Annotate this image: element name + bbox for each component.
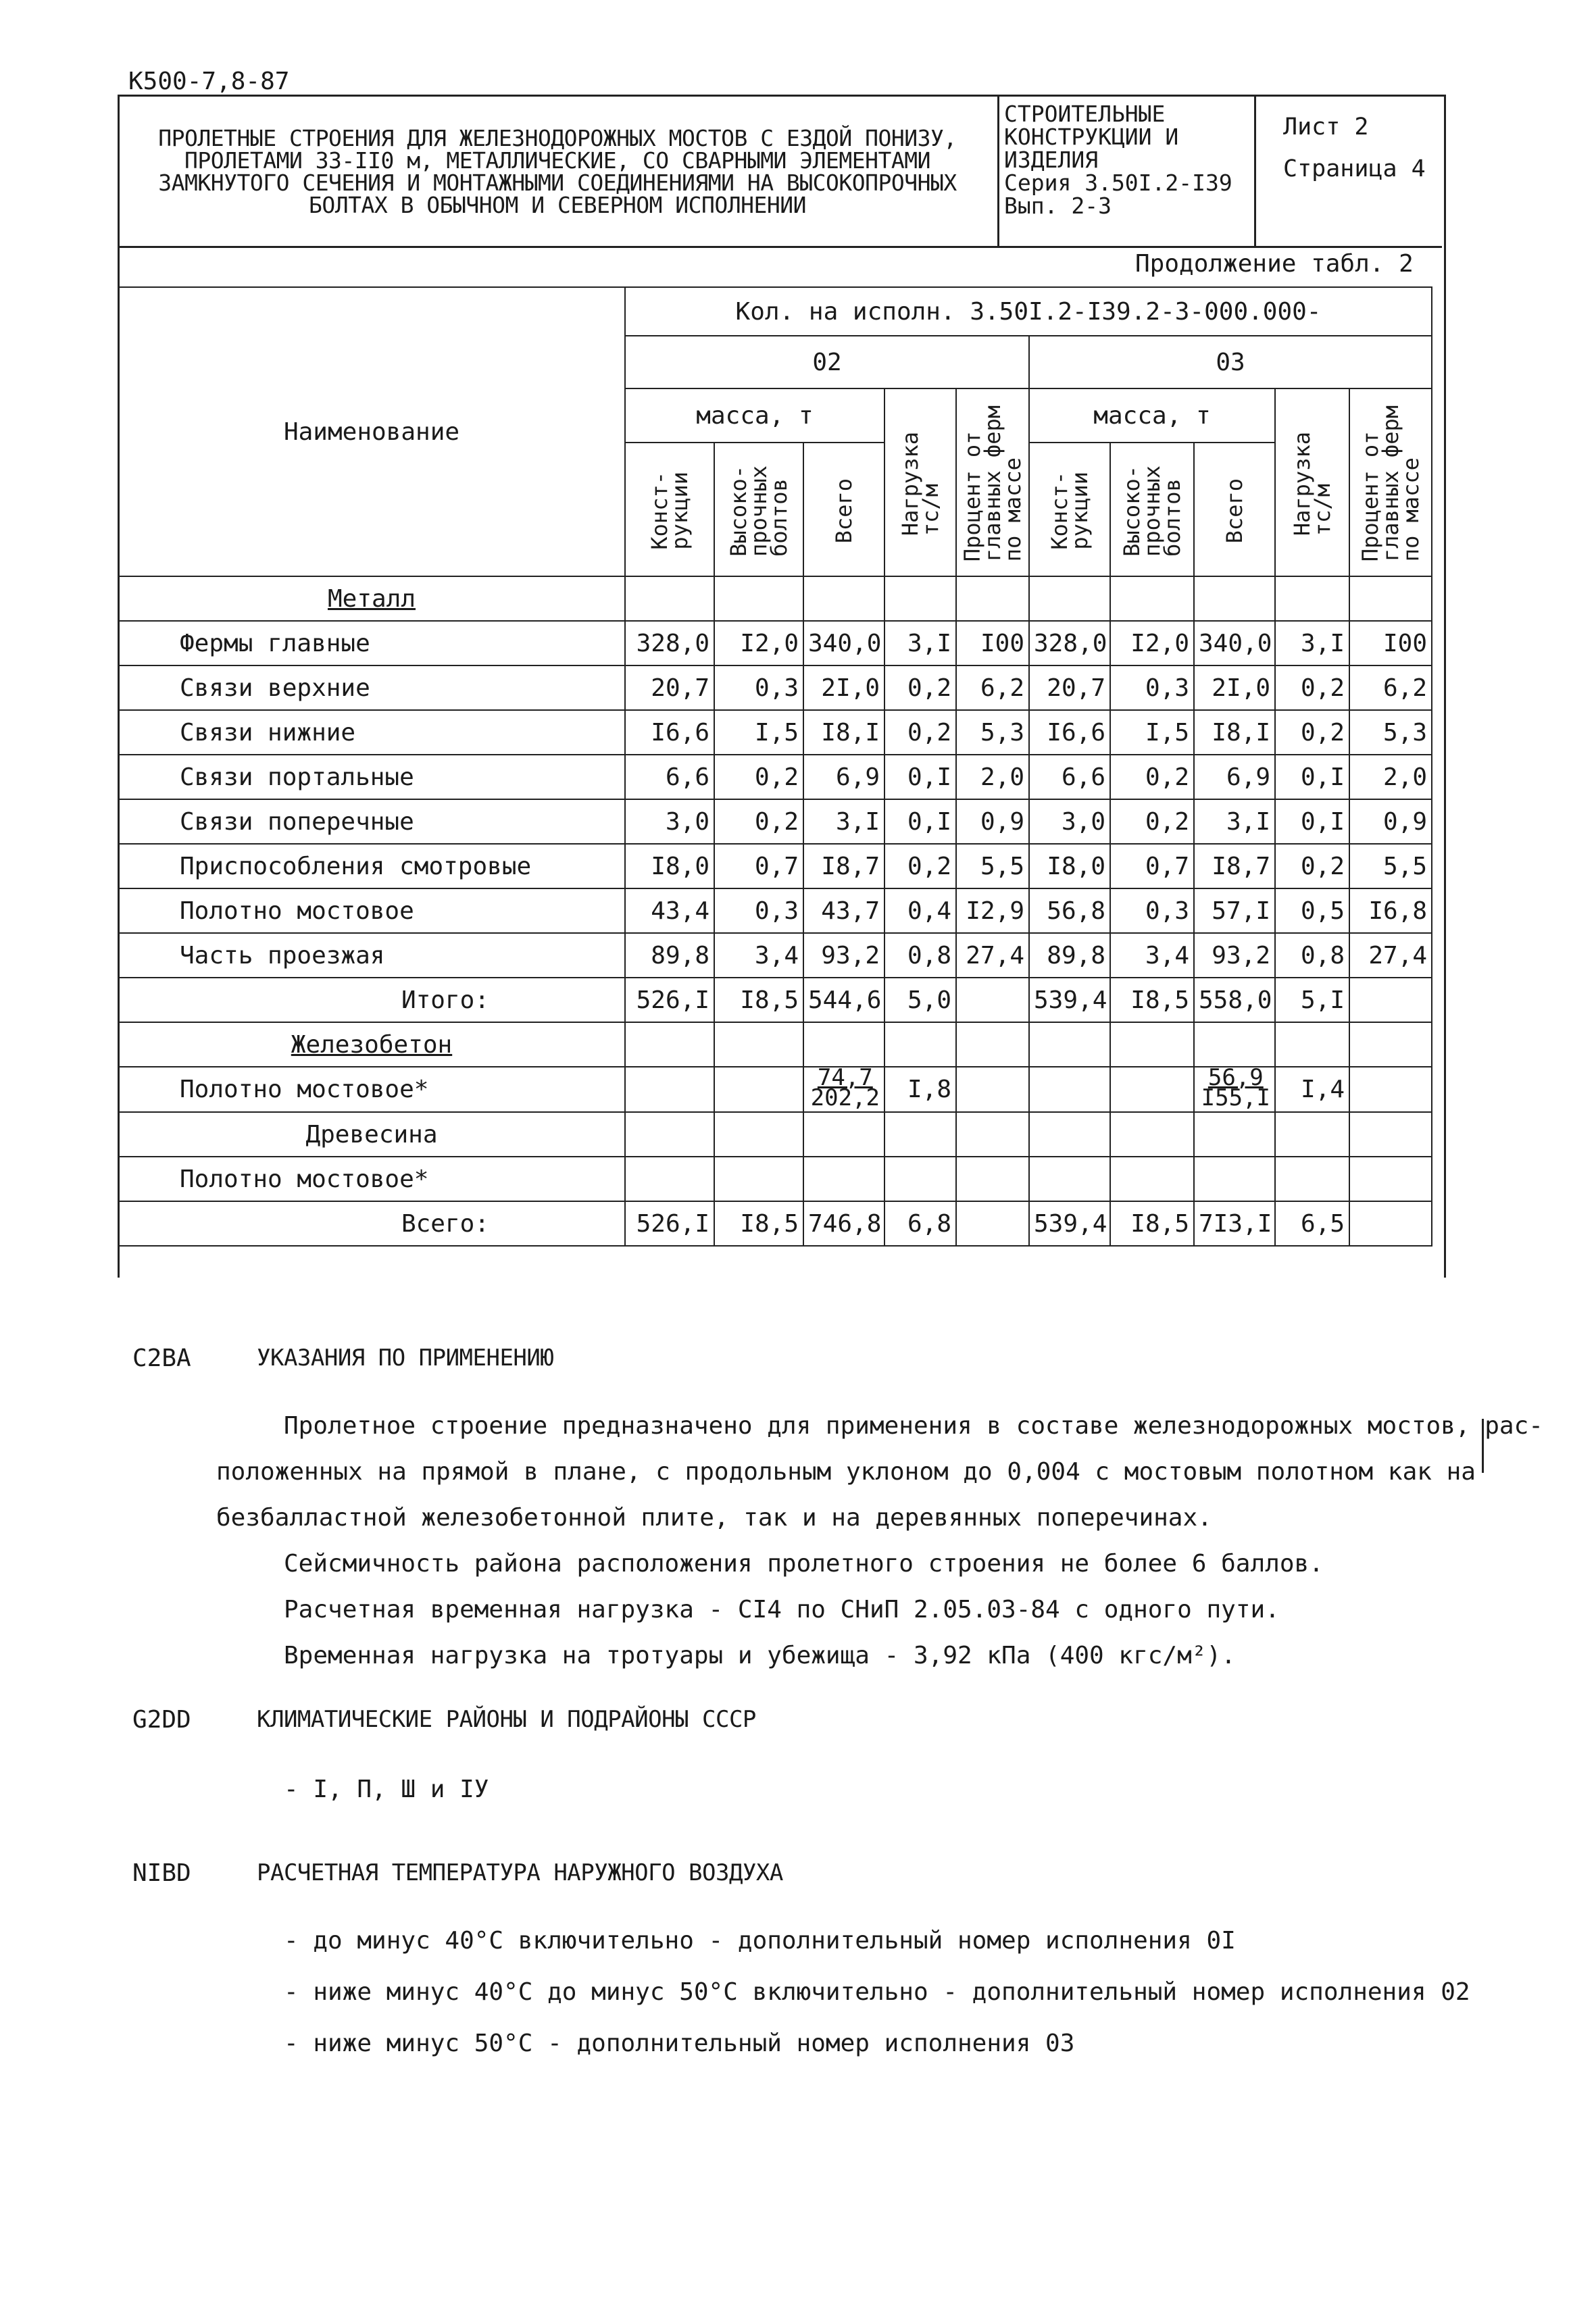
- usage-paragraph-line: Временная нагрузка на тротуары и убежища - 3,92 кПа (400 кгс/м²).: [284, 1642, 1236, 1669]
- cell: 0,2: [714, 755, 803, 799]
- cell: 27,4: [956, 933, 1029, 978]
- cell: 328,0: [625, 621, 714, 665]
- page-number: Страница 4: [1283, 155, 1426, 182]
- cell: 539,4: [1029, 978, 1110, 1022]
- fraction-top: 56,9: [1207, 1064, 1264, 1091]
- table-row: [118, 710, 1432, 755]
- cell: 0,7: [1110, 844, 1194, 888]
- fraction-top: 74,7: [817, 1064, 873, 1091]
- variant-header-02: 02: [625, 336, 1029, 388]
- cell: 340,0: [803, 621, 884, 665]
- row-name: Всего:: [118, 1201, 625, 1246]
- load-header-03: Нагрузка тс/м: [1289, 431, 1335, 536]
- title-line: ПРОЛЕТНЫЕ СТРОЕНИЯ ДЛЯ ЖЕЛЕЗНОДОРОЖНЫХ МОСТОВ С ЕЗДОЙ ПОНИЗУ,: [158, 125, 957, 151]
- percent-header-02: Процент от главных ферм по массе: [959, 405, 1026, 562]
- qty-header: Кол. на исполн. 3.50I.2-I39.2-3-000.000-: [625, 287, 1432, 336]
- margin-line: [1482, 1419, 1484, 1473]
- cell: 6,8: [884, 1201, 956, 1246]
- usage-paragraph-line: Сейсмичность района расположения пролетного строения не более 6 баллов.: [284, 1550, 1324, 1578]
- section-row-rc: [118, 1022, 1432, 1067]
- cell: 0,I: [884, 755, 956, 799]
- constructions-header-03: Конст- рукции: [1047, 472, 1093, 550]
- cell: I00: [1349, 621, 1432, 665]
- document-code: К500-7,8-87: [128, 68, 290, 95]
- mass-table: [118, 286, 1432, 1247]
- cell: I6,6: [1029, 710, 1110, 755]
- climate-text: - I, П, Ш и IУ: [284, 1776, 489, 1803]
- table-row-total-metal: [118, 978, 1432, 1022]
- usage-paragraph-line: безбалластной железобетонной плите, так и на деревянных поперечинах.: [216, 1504, 1212, 1532]
- load-header-02: Нагрузка тс/м: [897, 431, 943, 536]
- cell: 526,I: [625, 1201, 714, 1246]
- cell: 6,6: [1029, 755, 1110, 799]
- cell: 89,8: [625, 933, 714, 978]
- cell: [956, 978, 1029, 1022]
- cell: [1349, 978, 1432, 1022]
- cell: 2I,0: [803, 665, 884, 710]
- cell: I8,5: [714, 1201, 803, 1246]
- row-name: Полотно мостовое*: [118, 1157, 625, 1201]
- temperature-line: - ниже минус 40°С до минус 50°С включительно - дополнительный номер исполнения 02: [284, 1978, 1470, 2006]
- cell: 526,I: [625, 978, 714, 1022]
- section-code: C2BA: [132, 1344, 191, 1372]
- cell: 43,7: [803, 888, 884, 933]
- cell: 0,2: [1275, 844, 1349, 888]
- cell: 0,9: [1349, 799, 1432, 844]
- cell: 558,0: [1194, 978, 1275, 1022]
- mass-header-02: масса, т: [625, 388, 884, 443]
- cell: 3,I: [1275, 621, 1349, 665]
- cell: I8,0: [625, 844, 714, 888]
- cell: 2I,0: [1194, 665, 1275, 710]
- table-row: [118, 933, 1432, 978]
- constructions-header-02: Конст- рукции: [647, 472, 693, 550]
- section-title: РАСЧЕТНАЯ ТЕМПЕРАТУРА НАРУЖНОГО ВОЗДУХА: [257, 1859, 783, 1886]
- section-row-wood: [118, 1112, 1432, 1157]
- cell: I,5: [1110, 710, 1194, 755]
- cell: 20,7: [625, 665, 714, 710]
- fraction-02: [810, 1064, 880, 1111]
- cell: I8,7: [803, 844, 884, 888]
- row-name: Приспособления смотровые: [118, 844, 625, 888]
- cell: 6,5: [1275, 1201, 1349, 1246]
- cell: 2,0: [1349, 755, 1432, 799]
- row-name: Фермы главные: [118, 621, 625, 665]
- cell: 5,3: [1349, 710, 1432, 755]
- title-line: ЗАМКНУТОГО СЕЧЕНИЯ И МОНТАЖНЫМИ СОЕДИНЕНИЯМИ НА ВЫСОКОПРОЧНЫХ: [158, 170, 957, 196]
- bolts-header-02: Высоко- прочных болтов: [726, 465, 792, 557]
- table-row: [118, 799, 1432, 844]
- cell: 0,8: [884, 933, 956, 978]
- row-name: Полотно мостовое*: [118, 1067, 625, 1112]
- cell: [956, 1201, 1029, 1246]
- cell: 0,I: [1275, 799, 1349, 844]
- cell: 3,I: [803, 799, 884, 844]
- variant-header-03: 03: [1029, 336, 1432, 388]
- cell: 6,2: [1349, 665, 1432, 710]
- cell: 27,4: [1349, 933, 1432, 978]
- cell: 0,3: [714, 665, 803, 710]
- cell: 3,I: [884, 621, 956, 665]
- total-header-03: Всего: [1222, 478, 1247, 544]
- section-rc-label: Железобетон: [291, 1030, 453, 1059]
- cell: I2,0: [1110, 621, 1194, 665]
- cell: 0,3: [1110, 888, 1194, 933]
- table-row: [118, 755, 1432, 799]
- series-line: ИЗДЕЛИЯ: [1004, 147, 1099, 173]
- temperature-line: - до минус 40°С включительно - дополнительный номер исполнения 0I: [284, 1927, 1236, 1955]
- cell: 0,2: [884, 665, 956, 710]
- row-name: Итого:: [118, 978, 625, 1022]
- cell: 0,4: [884, 888, 956, 933]
- usage-paragraph-line: положенных на прямой в плане, с продольным уклоном до 0,004 с мостовым полотном как на: [216, 1458, 1476, 1486]
- section-metal-label: Металл: [327, 584, 416, 613]
- cell: 0,2: [884, 710, 956, 755]
- cell: 0,2: [884, 844, 956, 888]
- section-row-metal: [118, 576, 1432, 621]
- cell: 0,2: [714, 799, 803, 844]
- cell: 0,9: [956, 799, 1029, 844]
- cell: 0,2: [1110, 799, 1194, 844]
- section-wood-label: Древесина: [118, 1112, 625, 1157]
- cell: I6,6: [625, 710, 714, 755]
- row-name: Часть проезжая: [118, 933, 625, 978]
- cell: 3,0: [1029, 799, 1110, 844]
- usage-paragraph-line: Расчетная временная нагрузка - CI4 по СНиП 2.05.03-84 с одного пути.: [284, 1596, 1280, 1624]
- cell: 93,2: [1194, 933, 1275, 978]
- cell: 0,5: [1275, 888, 1349, 933]
- cell: 0,8: [1275, 933, 1349, 978]
- series-line: СТРОИТЕЛЬНЫЕ: [1004, 101, 1166, 127]
- fraction-03: [1201, 1064, 1270, 1111]
- cell: 3,4: [714, 933, 803, 978]
- table-row-rc-deck: [118, 1067, 1432, 1112]
- section-title: УКАЗАНИЯ ПО ПРИМЕНЕНИЮ: [257, 1344, 554, 1372]
- cell: 43,4: [625, 888, 714, 933]
- cell: [1349, 1201, 1432, 1246]
- cell: 0,7: [714, 844, 803, 888]
- cell: 5,5: [956, 844, 1029, 888]
- cell: I2,0: [714, 621, 803, 665]
- table-row: [118, 844, 1432, 888]
- cell: 0,2: [1275, 665, 1349, 710]
- total-header-02: Всего: [831, 478, 857, 544]
- cell: 57,I: [1194, 888, 1275, 933]
- cell: I,5: [714, 710, 803, 755]
- sheet-cell: [1256, 95, 1442, 246]
- cell: I8,5: [1110, 978, 1194, 1022]
- cell: 328,0: [1029, 621, 1110, 665]
- series-line: Серия 3.50I.2-I39: [1004, 170, 1232, 196]
- cell: 5,0: [884, 978, 956, 1022]
- cell: 3,4: [1110, 933, 1194, 978]
- series-cell: [997, 95, 1256, 246]
- cell: 746,8: [803, 1201, 884, 1246]
- cell: I00: [956, 621, 1029, 665]
- table-row-wood-deck: [118, 1157, 1432, 1201]
- title-line: ПРОЛЕТАМИ 33-II0 м, МЕТАЛЛИЧЕСКИЕ, СО СВАРНЫМИ ЭЛЕМЕНТАМИ: [184, 147, 930, 174]
- cell: I8,7: [1194, 844, 1275, 888]
- cell: 2,0: [956, 755, 1029, 799]
- cell: 7I3,I: [1194, 1201, 1275, 1246]
- cell: 5,5: [1349, 844, 1432, 888]
- fraction-bottom: I55,I: [1201, 1084, 1270, 1111]
- section-code: NIBD: [132, 1859, 191, 1887]
- series-line: Вып. 2-3: [1004, 193, 1112, 219]
- cell: 539,4: [1029, 1201, 1110, 1246]
- cell: 6,6: [625, 755, 714, 799]
- cell: I8,I: [1194, 710, 1275, 755]
- cell: I,8: [884, 1067, 956, 1112]
- cell: 3,0: [625, 799, 714, 844]
- cell: I,4: [1275, 1067, 1349, 1112]
- cell: 0,2: [1275, 710, 1349, 755]
- cell: I8,5: [714, 978, 803, 1022]
- fraction-bottom: 202,2: [810, 1084, 880, 1111]
- temperature-line: - ниже минус 50°С - дополнительный номер исполнения 03: [284, 2030, 1075, 2057]
- cell: 3,I: [1194, 799, 1275, 844]
- mass-header-03: масса, т: [1029, 388, 1275, 443]
- cell: 340,0: [1194, 621, 1275, 665]
- table-row: [118, 665, 1432, 710]
- cell: 93,2: [803, 933, 884, 978]
- section-code: G2DD: [132, 1706, 191, 1734]
- cell: 6,9: [803, 755, 884, 799]
- cell: 56,8: [1029, 888, 1110, 933]
- percent-header-03: Процент от главных ферм по массе: [1357, 405, 1424, 562]
- title-line: БОЛТАХ В ОБЫЧНОМ И СЕВЕРНОМ ИСПОЛНЕНИИ: [309, 192, 806, 218]
- cell: 0,2: [1110, 755, 1194, 799]
- usage-paragraph-line: Пролетное строение предназначено для применения в составе железнодорожных мостов, рас-: [284, 1412, 1543, 1440]
- series-line: КОНСТРУКЦИИ И: [1004, 124, 1179, 150]
- row-name: Связи верхние: [118, 665, 625, 710]
- cell: 0,3: [714, 888, 803, 933]
- metal-rows: [118, 621, 1432, 978]
- cell: 0,I: [884, 799, 956, 844]
- cell: 0,3: [1110, 665, 1194, 710]
- title-cell: [118, 95, 999, 246]
- table-row: [118, 621, 1432, 665]
- title-block: [118, 95, 1442, 248]
- table-row: [118, 888, 1432, 933]
- cell: 20,7: [1029, 665, 1110, 710]
- cell: 89,8: [1029, 933, 1110, 978]
- cell: 544,6: [803, 978, 884, 1022]
- row-name: Связи нижние: [118, 710, 625, 755]
- row-name: Связи поперечные: [118, 799, 625, 844]
- cell: I6,8: [1349, 888, 1432, 933]
- cell: 0,I: [1275, 755, 1349, 799]
- bolts-header-03: Высоко- прочных болтов: [1119, 465, 1185, 557]
- table-continuation-label: Продолжение табл. 2: [1135, 250, 1414, 278]
- cell: 6,9: [1194, 755, 1275, 799]
- table-row-grand-total: [118, 1201, 1432, 1246]
- sheet-number: Лист 2: [1283, 114, 1369, 141]
- cell: I8,I: [803, 710, 884, 755]
- cell: 5,3: [956, 710, 1029, 755]
- name-header: Наименование: [118, 287, 625, 576]
- cell: I8,5: [1110, 1201, 1194, 1246]
- cell: I8,0: [1029, 844, 1110, 888]
- cell: 6,2: [956, 665, 1029, 710]
- cell: 5,I: [1275, 978, 1349, 1022]
- row-name: Связи портальные: [118, 755, 625, 799]
- cell: I2,9: [956, 888, 1029, 933]
- row-name: Полотно мостовое: [118, 888, 625, 933]
- section-title: КЛИМАТИЧЕСКИЕ РАЙОНЫ И ПОДРАЙОНЫ СССР: [257, 1706, 756, 1733]
